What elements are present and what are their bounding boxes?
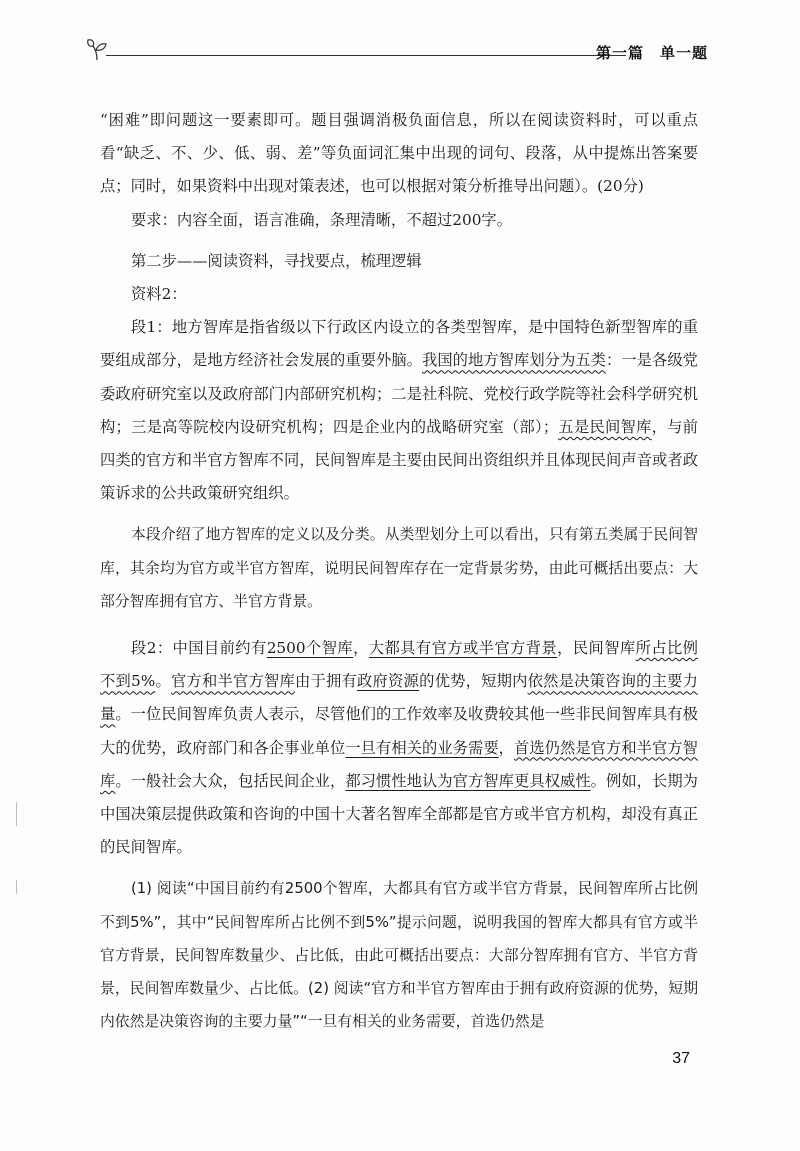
wavy-underlined-phrase: 所占比例不到5%	[100, 639, 698, 691]
paragraph-p3	[100, 245, 698, 278]
page-body	[100, 104, 698, 1038]
text-run: 。一般社会大众，包括民间企业，	[115, 771, 346, 790]
scan-edge-mark	[16, 802, 17, 826]
text-run: ，	[353, 639, 369, 658]
header-rule	[106, 55, 626, 56]
paragraph-p2	[100, 204, 698, 237]
text-run: ，民间智库	[557, 639, 636, 658]
paragraph-p7	[100, 632, 698, 864]
underlined-phrase: 大都具有官方或半官方背景	[368, 639, 558, 658]
underlined-phrase: 政府资源	[357, 672, 420, 691]
wavy-underlined-phrase: 五是民间智库	[558, 417, 652, 436]
text-run: 本段介绍了地方智库的定义以及分类。从类型划分上可以看出，只有第五类属于民间智库，其余均为官方或半官方智库，说明民间智库存在一定背景劣势，由此可概括出要点：大部分智库拥有官方、半官方背景。	[100, 526, 698, 610]
text-run: 要求：内容全面，语言准确，条理清晰，不超过200字。	[131, 210, 513, 229]
underlined-phrase: 2500个智库	[266, 639, 354, 658]
page-number: 37	[672, 1050, 690, 1067]
paragraph-p5	[100, 311, 698, 510]
header-section: 单一题	[659, 44, 708, 62]
text-run: 。例如，长期为中国决策层提供政策和咨询的中国十大著名智库全部都是官方或半官方机构，却没有真正的民间智库。	[100, 771, 698, 857]
wavy-underlined-phrase: 依然是决策咨询的主要力量	[100, 672, 698, 724]
leaf-sprout-icon	[86, 38, 108, 62]
text-run: 。一位民间智库负责人表示，尽管他们的工作效率及收费较其他一些非民间智库具有极大的优势，政府部门和各企事业单位	[100, 705, 698, 757]
underlined-phrase: 一旦有相关的业务需要	[345, 738, 499, 757]
paragraph-p4	[100, 278, 698, 311]
underlined-phrase: 都习惯性地认为官方智库更具权威性	[345, 771, 591, 790]
header-chapter: 第一篇	[595, 44, 644, 62]
text-run: 。	[155, 672, 171, 691]
paragraph-p6	[100, 518, 698, 618]
wavy-underlined-phrase: 我国的地方智库划分为五类	[422, 351, 606, 370]
wavy-underlined-phrase: 首选仍然是官方和半官方智库	[100, 738, 698, 790]
text-run: 段2：中国目前约有	[131, 639, 267, 658]
wavy-underlined-phrase: 官方和半官方智库	[171, 672, 296, 691]
running-header	[86, 38, 708, 68]
text-run: ，	[498, 738, 514, 757]
scan-edge-mark	[16, 880, 17, 894]
text-run: 由于拥有	[295, 672, 358, 691]
text-run: 第二步——阅读资料，寻找要点，梳理逻辑	[131, 251, 422, 270]
paragraph-p8	[100, 872, 698, 1038]
header-title	[596, 42, 708, 63]
paragraph-p1	[100, 104, 698, 204]
text-run: 段1：地方智库是指省级以下行政区内设立的各类型智库，是中国特色新型智库的重要组成部分，是地方经济社会发展的重要外脑。	[100, 318, 698, 370]
text-run: 资料2：	[131, 285, 187, 304]
text-run: 的优势，短期内	[419, 672, 528, 691]
text-run: ：一是各级党委政府研究室以及政府部门内部研究机构；二是社科院、党校行政学院等社会科学研究机构；三是高等院校内设研究机构；四是企业内的战略研究室（部）；	[100, 351, 698, 436]
text-run: “困难”即问题这一要素即可。题目强调消极负面信息，所以在阅读资料时，可以重点看“缺乏、不、少、低、弱、差”等负面词汇集中出现的词句、段落，从中提炼出答案要点；同时，如果资料中出现对策表述，也可以根据对策分析推导出问题）。(20分)	[100, 111, 698, 196]
text-run: (1) 阅读“中国目前约有2500个智库，大都具有官方或半官方背景，民间智库所占比例不到5%”，其中“民间智库所占比例不到5%”提示问题，说明我国的智库大都具有官方或半官方背景，民间智库数量少、占比低，由此可概括出要点：大部分智库拥有官方、半官方背景，民间智库数量少、占比低。(2) 阅读“官方和半官方智库由于拥有政府资源的优势，短期内依然是决策咨询的主要力量”“一旦有相关的业务需要，首选仍然是	[100, 880, 698, 1031]
text-run: ，与前四类的官方和半官方智库不同，民间智库是主要由民间出资组织并且体现民间声音或者政策诉求的公共政策研究组织。	[100, 417, 698, 503]
